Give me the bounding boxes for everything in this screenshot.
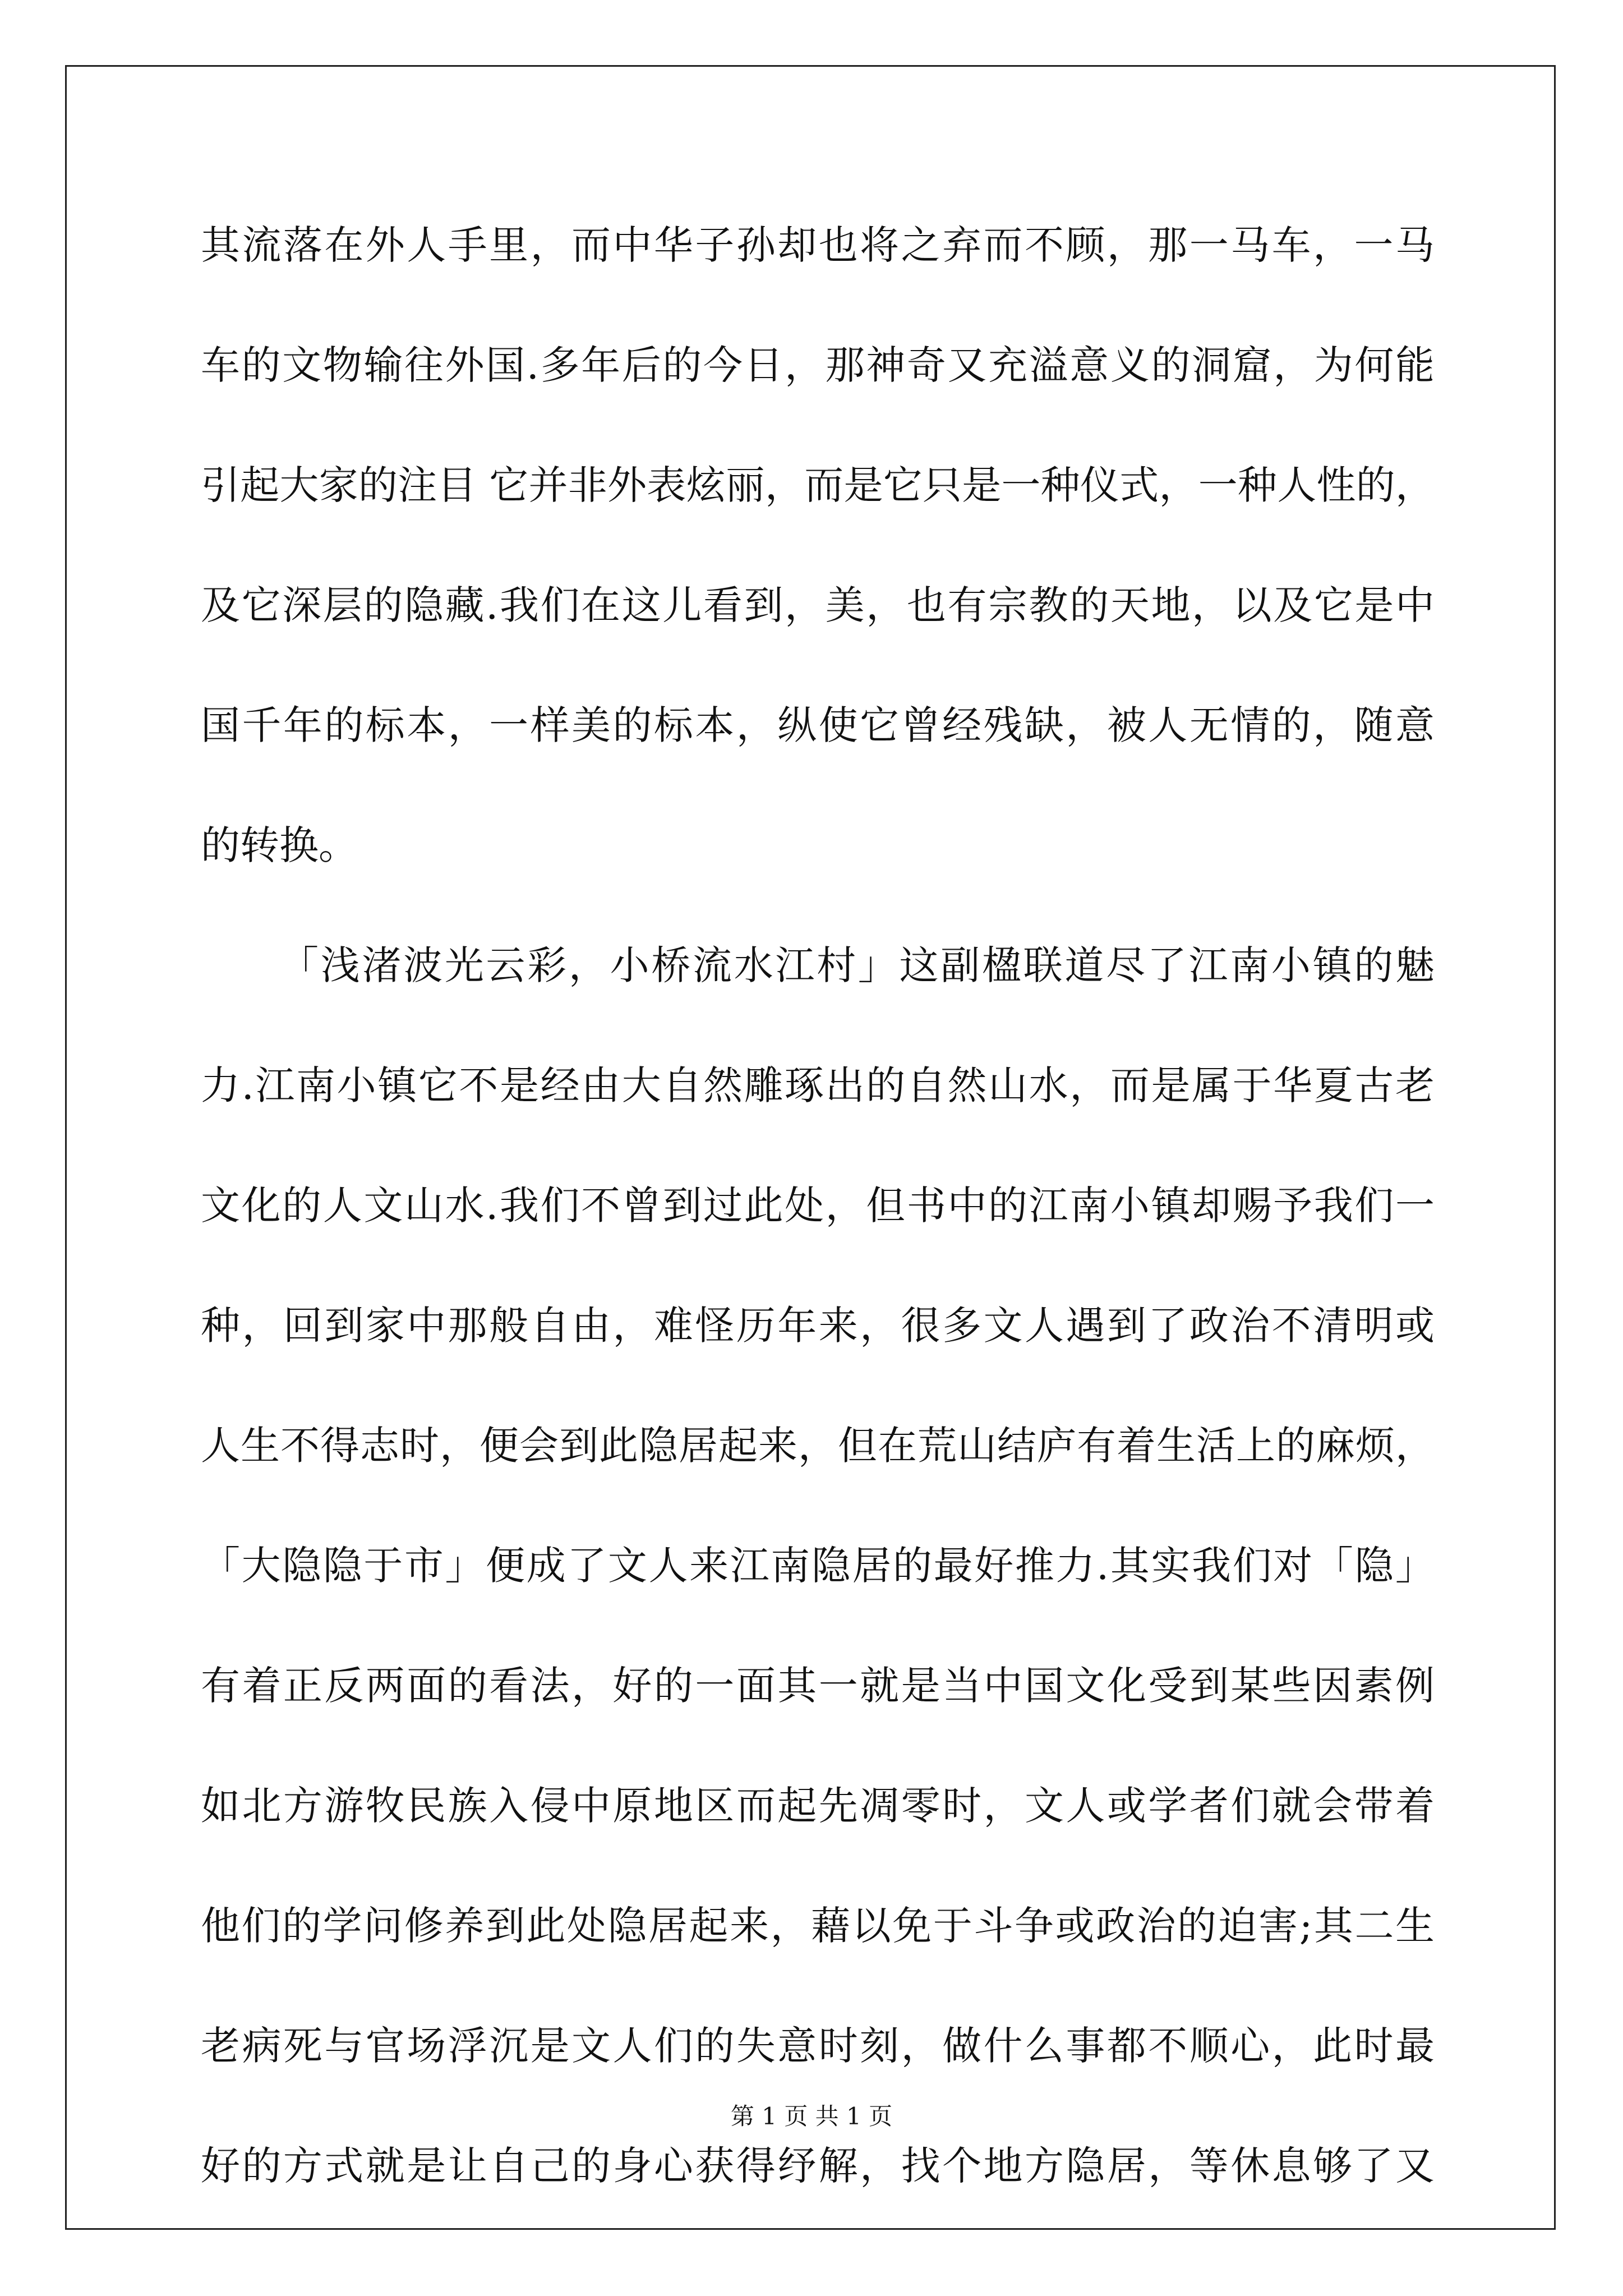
text-line: 种，回到家中那般自由，难怪历年来，很多文人遇到了政治不清明或 [201,1303,1435,1349]
text-line: 文化的人文山水.我们不曾到过此处，但书中的江南小镇却赐予我们一 [201,1182,1435,1228]
text-line: 其流落在外人手里，而中华子孙却也将之弃而不顾，那一马车，一马 [201,222,1435,268]
paragraph-first-line: 「浅渚波光云彩，小桥流水江村」这副楹联道尽了江南小镇的魅 [279,942,1435,988]
text-line: 如北方游牧民族入侵中原地区而起先凋零时，文人或学者们就会带着 [201,1783,1435,1829]
text-line: 车的文物输往外国.多年后的今日，那神奇又充溢意义的洞窟，为何能 [201,342,1435,388]
text-line: 引起大家的注目 它并非外表炫丽，而是它只是一种仪式，一种人性的， [201,462,1435,508]
text-line: 有着正反两面的看法，好的一面其一就是当中国文化受到某些因素例 [201,1663,1435,1709]
text-line: 的转换。 [201,822,358,868]
text-line: 他们的学问修养到此处隐居起来，藉以免于斗争或政治的迫害;其二生 [201,1903,1435,1949]
text-line: 人生不得志时，便会到此隐居起来，但在荒山结庐有着生活上的麻烦， [201,1423,1435,1469]
document-body [201,185,1435,2226]
text-line: 国千年的标本，一样美的标本，纵使它曾经残缺，被人无情的，随意 [201,702,1435,748]
page-number-footer: 第 1 页 共 1 页 [730,2102,893,2130]
text-line: 及它深层的隐藏.我们在这儿看到，美，也有宗教的天地，以及它是中 [201,582,1435,628]
text-line: 老病死与官场浮沉是文人们的失意时刻，做什么事都不顺心，此时最 [201,2023,1435,2069]
text-line: 好的方式就是让自己的身心获得纾解，找个地方隐居，等休息够了又 [201,2143,1435,2189]
text-line: 力.江南小镇它不是经由大自然雕琢出的自然山水，而是属于华夏古老 [201,1062,1435,1108]
text-line: 「大隐隐于市」便成了文人来江南隐居的最好推力.其实我们对「隐」 [201,1543,1435,1589]
